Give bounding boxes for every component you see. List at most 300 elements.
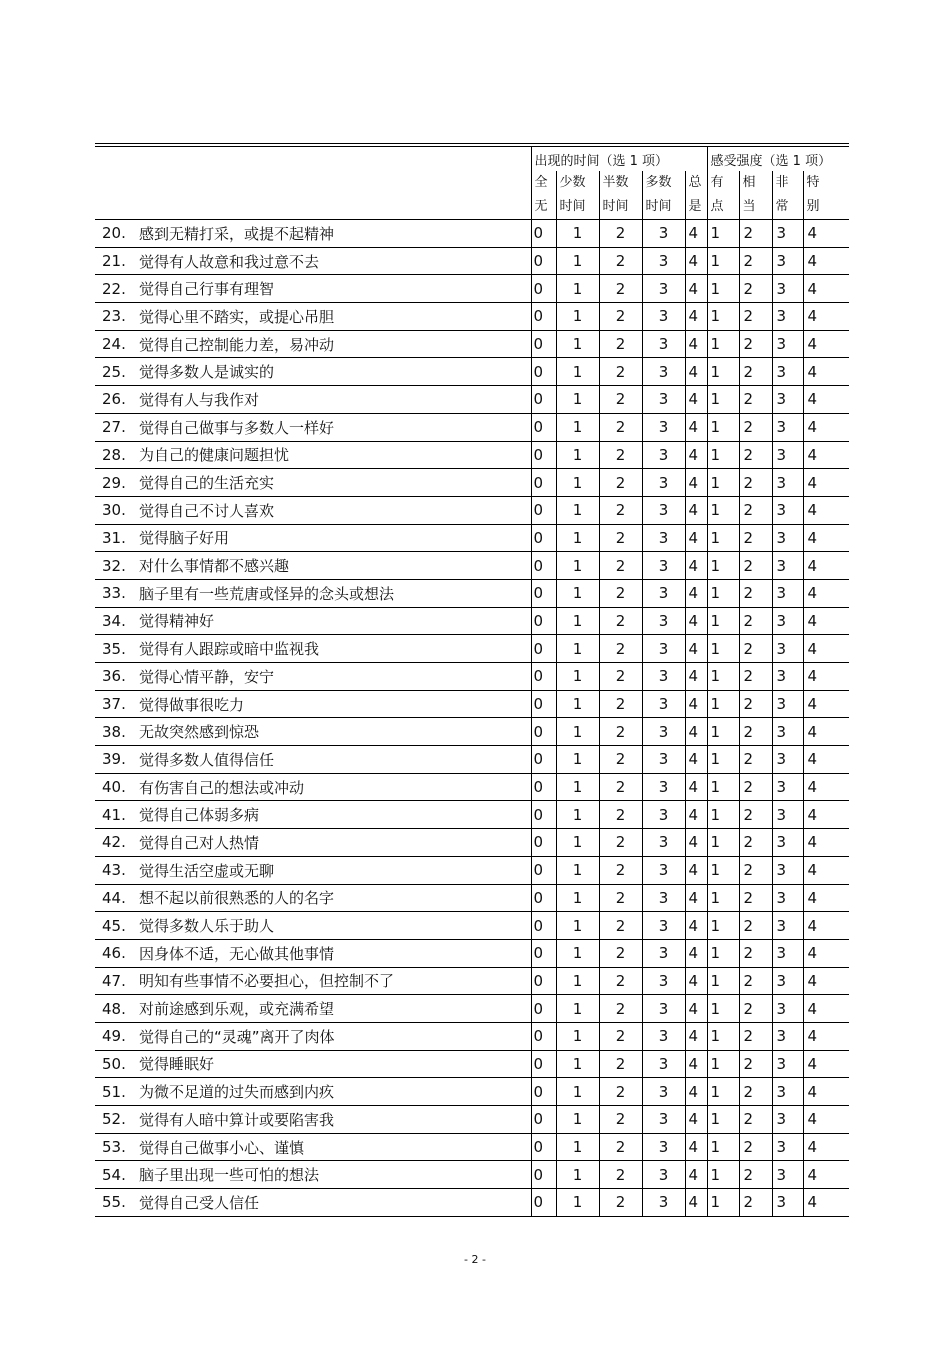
strength-score-option[interactable]: 4 (803, 718, 849, 746)
time-score-option[interactable]: 0 (531, 275, 556, 303)
strength-score-option[interactable]: 3 (772, 607, 803, 635)
strength-score-option[interactable]: 3 (772, 220, 803, 248)
time-score-option[interactable]: 1 (556, 220, 599, 248)
time-score-option[interactable]: 1 (556, 884, 599, 912)
strength-score-option[interactable]: 4 (803, 1106, 849, 1134)
strength-score-option[interactable]: 3 (772, 967, 803, 995)
time-score-option[interactable]: 1 (556, 579, 599, 607)
time-score-option[interactable]: 0 (531, 441, 556, 469)
time-score-option[interactable]: 1 (556, 718, 599, 746)
strength-score-option[interactable]: 1 (707, 1106, 739, 1134)
strength-score-option[interactable]: 3 (772, 884, 803, 912)
time-score-option[interactable]: 4 (685, 579, 707, 607)
time-score-option[interactable]: 3 (642, 912, 685, 940)
time-score-option[interactable]: 4 (685, 829, 707, 857)
time-score-option[interactable]: 0 (531, 1078, 556, 1106)
strength-score-option[interactable]: 1 (707, 1133, 739, 1161)
time-score-option[interactable]: 4 (685, 995, 707, 1023)
strength-score-option[interactable]: 4 (803, 552, 849, 580)
strength-score-option[interactable]: 1 (707, 220, 739, 248)
strength-score-option[interactable]: 1 (707, 330, 739, 358)
time-score-option[interactable]: 4 (685, 1161, 707, 1189)
time-score-option[interactable]: 2 (599, 303, 642, 331)
strength-score-option[interactable]: 3 (772, 1106, 803, 1134)
strength-score-option[interactable]: 4 (803, 469, 849, 497)
time-score-option[interactable]: 2 (599, 1050, 642, 1078)
time-score-option[interactable]: 4 (685, 469, 707, 497)
strength-score-option[interactable]: 2 (739, 386, 772, 414)
strength-score-option[interactable]: 4 (803, 330, 849, 358)
strength-score-option[interactable]: 2 (739, 1133, 772, 1161)
time-score-option[interactable]: 3 (642, 718, 685, 746)
time-score-option[interactable]: 4 (685, 939, 707, 967)
time-score-option[interactable]: 0 (531, 829, 556, 857)
time-score-option[interactable]: 3 (642, 441, 685, 469)
time-score-option[interactable]: 1 (556, 330, 599, 358)
time-score-option[interactable]: 4 (685, 663, 707, 691)
time-score-option[interactable]: 4 (685, 1050, 707, 1078)
strength-score-option[interactable]: 2 (739, 330, 772, 358)
time-score-option[interactable]: 3 (642, 358, 685, 386)
strength-score-option[interactable]: 2 (739, 247, 772, 275)
time-score-option[interactable]: 0 (531, 690, 556, 718)
strength-score-option[interactable]: 1 (707, 939, 739, 967)
strength-score-option[interactable]: 4 (803, 1078, 849, 1106)
strength-score-option[interactable]: 4 (803, 967, 849, 995)
time-score-option[interactable]: 2 (599, 552, 642, 580)
time-score-option[interactable]: 1 (556, 801, 599, 829)
time-score-option[interactable]: 3 (642, 220, 685, 248)
time-score-option[interactable]: 4 (685, 635, 707, 663)
strength-score-option[interactable]: 1 (707, 441, 739, 469)
strength-score-option[interactable]: 2 (739, 607, 772, 635)
strength-score-option[interactable]: 4 (803, 801, 849, 829)
strength-score-option[interactable]: 4 (803, 690, 849, 718)
strength-score-option[interactable]: 4 (803, 358, 849, 386)
strength-score-option[interactable]: 4 (803, 524, 849, 552)
strength-score-option[interactable]: 3 (772, 1161, 803, 1189)
time-score-option[interactable]: 3 (642, 635, 685, 663)
time-score-option[interactable]: 0 (531, 552, 556, 580)
time-score-option[interactable]: 4 (685, 773, 707, 801)
time-score-option[interactable]: 1 (556, 469, 599, 497)
time-score-option[interactable]: 1 (556, 1022, 599, 1050)
time-score-option[interactable]: 4 (685, 1189, 707, 1217)
strength-score-option[interactable]: 3 (772, 247, 803, 275)
time-score-option[interactable]: 3 (642, 1133, 685, 1161)
time-score-option[interactable]: 0 (531, 469, 556, 497)
strength-score-option[interactable]: 4 (803, 773, 849, 801)
strength-score-option[interactable]: 3 (772, 469, 803, 497)
time-score-option[interactable]: 3 (642, 939, 685, 967)
time-score-option[interactable]: 3 (642, 330, 685, 358)
time-score-option[interactable]: 2 (599, 967, 642, 995)
strength-score-option[interactable]: 4 (803, 1133, 849, 1161)
strength-score-option[interactable]: 3 (772, 829, 803, 857)
strength-score-option[interactable]: 3 (772, 995, 803, 1023)
time-score-option[interactable]: 2 (599, 413, 642, 441)
strength-score-option[interactable]: 3 (772, 358, 803, 386)
time-score-option[interactable]: 1 (556, 635, 599, 663)
strength-score-option[interactable]: 2 (739, 524, 772, 552)
strength-score-option[interactable]: 4 (803, 663, 849, 691)
strength-score-option[interactable]: 1 (707, 524, 739, 552)
time-score-option[interactable]: 3 (642, 496, 685, 524)
strength-score-option[interactable]: 4 (803, 386, 849, 414)
time-score-option[interactable]: 1 (556, 552, 599, 580)
strength-score-option[interactable]: 3 (772, 1050, 803, 1078)
strength-score-option[interactable]: 3 (772, 718, 803, 746)
time-score-option[interactable]: 1 (556, 1050, 599, 1078)
time-score-option[interactable]: 0 (531, 1022, 556, 1050)
time-score-option[interactable]: 1 (556, 303, 599, 331)
time-score-option[interactable]: 0 (531, 773, 556, 801)
strength-score-option[interactable]: 4 (803, 275, 849, 303)
strength-score-option[interactable]: 2 (739, 1050, 772, 1078)
time-score-option[interactable]: 1 (556, 773, 599, 801)
time-score-option[interactable]: 2 (599, 469, 642, 497)
time-score-option[interactable]: 2 (599, 1106, 642, 1134)
strength-score-option[interactable]: 2 (739, 579, 772, 607)
strength-score-option[interactable]: 1 (707, 995, 739, 1023)
strength-score-option[interactable]: 2 (739, 718, 772, 746)
strength-score-option[interactable]: 2 (739, 635, 772, 663)
time-score-option[interactable]: 1 (556, 247, 599, 275)
strength-score-option[interactable]: 1 (707, 663, 739, 691)
strength-score-option[interactable]: 1 (707, 829, 739, 857)
strength-score-option[interactable]: 1 (707, 358, 739, 386)
time-score-option[interactable]: 2 (599, 884, 642, 912)
strength-score-option[interactable]: 1 (707, 1078, 739, 1106)
time-score-option[interactable]: 2 (599, 746, 642, 774)
time-score-option[interactable]: 2 (599, 1078, 642, 1106)
strength-score-option[interactable]: 1 (707, 856, 739, 884)
time-score-option[interactable]: 2 (599, 358, 642, 386)
time-score-option[interactable]: 0 (531, 856, 556, 884)
strength-score-option[interactable]: 2 (739, 275, 772, 303)
time-score-option[interactable]: 1 (556, 912, 599, 940)
strength-score-option[interactable]: 2 (739, 829, 772, 857)
time-score-option[interactable]: 4 (685, 330, 707, 358)
time-score-option[interactable]: 1 (556, 607, 599, 635)
strength-score-option[interactable]: 1 (707, 884, 739, 912)
strength-score-option[interactable]: 2 (739, 1078, 772, 1106)
strength-score-option[interactable]: 3 (772, 441, 803, 469)
time-score-option[interactable]: 2 (599, 995, 642, 1023)
strength-score-option[interactable]: 1 (707, 967, 739, 995)
time-score-option[interactable]: 0 (531, 939, 556, 967)
strength-score-option[interactable]: 2 (739, 1161, 772, 1189)
time-score-option[interactable]: 3 (642, 829, 685, 857)
strength-score-option[interactable]: 3 (772, 386, 803, 414)
strength-score-option[interactable]: 1 (707, 607, 739, 635)
strength-score-option[interactable]: 3 (772, 1133, 803, 1161)
strength-score-option[interactable]: 4 (803, 579, 849, 607)
strength-score-option[interactable]: 1 (707, 386, 739, 414)
time-score-option[interactable]: 2 (599, 496, 642, 524)
time-score-option[interactable]: 1 (556, 358, 599, 386)
time-score-option[interactable]: 2 (599, 663, 642, 691)
strength-score-option[interactable]: 3 (772, 663, 803, 691)
strength-score-option[interactable]: 1 (707, 635, 739, 663)
time-score-option[interactable]: 1 (556, 663, 599, 691)
time-score-option[interactable]: 2 (599, 386, 642, 414)
time-score-option[interactable]: 0 (531, 1050, 556, 1078)
strength-score-option[interactable]: 2 (739, 746, 772, 774)
strength-score-option[interactable]: 2 (739, 773, 772, 801)
strength-score-option[interactable]: 3 (772, 690, 803, 718)
strength-score-option[interactable]: 1 (707, 690, 739, 718)
time-score-option[interactable]: 0 (531, 995, 556, 1023)
time-score-option[interactable]: 2 (599, 829, 642, 857)
time-score-option[interactable]: 2 (599, 1161, 642, 1189)
time-score-option[interactable]: 4 (685, 220, 707, 248)
time-score-option[interactable]: 3 (642, 579, 685, 607)
strength-score-option[interactable]: 2 (739, 912, 772, 940)
time-score-option[interactable]: 3 (642, 275, 685, 303)
time-score-option[interactable]: 0 (531, 413, 556, 441)
time-score-option[interactable]: 4 (685, 967, 707, 995)
time-score-option[interactable]: 4 (685, 247, 707, 275)
time-score-option[interactable]: 1 (556, 1133, 599, 1161)
time-score-option[interactable]: 0 (531, 1133, 556, 1161)
time-score-option[interactable]: 0 (531, 663, 556, 691)
time-score-option[interactable]: 2 (599, 275, 642, 303)
time-score-option[interactable]: 0 (531, 358, 556, 386)
time-score-option[interactable]: 2 (599, 607, 642, 635)
time-score-option[interactable]: 1 (556, 746, 599, 774)
strength-score-option[interactable]: 2 (739, 995, 772, 1023)
strength-score-option[interactable]: 4 (803, 884, 849, 912)
time-score-option[interactable]: 1 (556, 690, 599, 718)
strength-score-option[interactable]: 2 (739, 413, 772, 441)
strength-score-option[interactable]: 3 (772, 303, 803, 331)
time-score-option[interactable]: 0 (531, 912, 556, 940)
time-score-option[interactable]: 4 (685, 441, 707, 469)
time-score-option[interactable]: 1 (556, 829, 599, 857)
time-score-option[interactable]: 3 (642, 773, 685, 801)
time-score-option[interactable]: 4 (685, 496, 707, 524)
time-score-option[interactable]: 3 (642, 386, 685, 414)
strength-score-option[interactable]: 4 (803, 856, 849, 884)
time-score-option[interactable]: 1 (556, 524, 599, 552)
time-score-option[interactable]: 2 (599, 579, 642, 607)
strength-score-option[interactable]: 1 (707, 1022, 739, 1050)
strength-score-option[interactable]: 4 (803, 220, 849, 248)
time-score-option[interactable]: 2 (599, 1133, 642, 1161)
strength-score-option[interactable]: 1 (707, 773, 739, 801)
time-score-option[interactable]: 4 (685, 1022, 707, 1050)
time-score-option[interactable]: 3 (642, 995, 685, 1023)
strength-score-option[interactable]: 4 (803, 939, 849, 967)
time-score-option[interactable]: 3 (642, 1022, 685, 1050)
time-score-option[interactable]: 4 (685, 552, 707, 580)
strength-score-option[interactable]: 2 (739, 884, 772, 912)
time-score-option[interactable]: 3 (642, 413, 685, 441)
strength-score-option[interactable]: 1 (707, 801, 739, 829)
time-score-option[interactable]: 2 (599, 524, 642, 552)
time-score-option[interactable]: 4 (685, 690, 707, 718)
strength-score-option[interactable]: 4 (803, 1022, 849, 1050)
strength-score-option[interactable]: 4 (803, 829, 849, 857)
time-score-option[interactable]: 1 (556, 856, 599, 884)
strength-score-option[interactable]: 3 (772, 801, 803, 829)
strength-score-option[interactable]: 1 (707, 552, 739, 580)
strength-score-option[interactable]: 2 (739, 358, 772, 386)
time-score-option[interactable]: 3 (642, 607, 685, 635)
strength-score-option[interactable]: 2 (739, 801, 772, 829)
time-score-option[interactable]: 4 (685, 303, 707, 331)
time-score-option[interactable]: 0 (531, 967, 556, 995)
time-score-option[interactable]: 3 (642, 967, 685, 995)
strength-score-option[interactable]: 3 (772, 912, 803, 940)
time-score-option[interactable]: 0 (531, 801, 556, 829)
strength-score-option[interactable]: 1 (707, 1161, 739, 1189)
time-score-option[interactable]: 1 (556, 995, 599, 1023)
time-score-option[interactable]: 1 (556, 967, 599, 995)
time-score-option[interactable]: 3 (642, 1050, 685, 1078)
time-score-option[interactable]: 2 (599, 801, 642, 829)
time-score-option[interactable]: 0 (531, 303, 556, 331)
strength-score-option[interactable]: 1 (707, 303, 739, 331)
time-score-option[interactable]: 0 (531, 1189, 556, 1217)
strength-score-option[interactable]: 3 (772, 635, 803, 663)
strength-score-option[interactable]: 2 (739, 1189, 772, 1217)
strength-score-option[interactable]: 3 (772, 579, 803, 607)
strength-score-option[interactable]: 3 (772, 496, 803, 524)
time-score-option[interactable]: 3 (642, 247, 685, 275)
time-score-option[interactable]: 0 (531, 579, 556, 607)
time-score-option[interactable]: 3 (642, 801, 685, 829)
strength-score-option[interactable]: 3 (772, 413, 803, 441)
strength-score-option[interactable]: 3 (772, 275, 803, 303)
strength-score-option[interactable]: 4 (803, 995, 849, 1023)
strength-score-option[interactable]: 2 (739, 469, 772, 497)
time-score-option[interactable]: 0 (531, 1106, 556, 1134)
time-score-option[interactable]: 0 (531, 220, 556, 248)
time-score-option[interactable]: 3 (642, 469, 685, 497)
strength-score-option[interactable]: 4 (803, 303, 849, 331)
time-score-option[interactable]: 1 (556, 939, 599, 967)
strength-score-option[interactable]: 2 (739, 856, 772, 884)
strength-score-option[interactable]: 4 (803, 496, 849, 524)
time-score-option[interactable]: 1 (556, 1078, 599, 1106)
strength-score-option[interactable]: 1 (707, 746, 739, 774)
strength-score-option[interactable]: 1 (707, 275, 739, 303)
strength-score-option[interactable]: 4 (803, 607, 849, 635)
time-score-option[interactable]: 4 (685, 358, 707, 386)
time-score-option[interactable]: 4 (685, 386, 707, 414)
time-score-option[interactable]: 4 (685, 718, 707, 746)
strength-score-option[interactable]: 4 (803, 1189, 849, 1217)
time-score-option[interactable]: 0 (531, 746, 556, 774)
time-score-option[interactable]: 0 (531, 386, 556, 414)
time-score-option[interactable]: 4 (685, 524, 707, 552)
time-score-option[interactable]: 2 (599, 441, 642, 469)
strength-score-option[interactable]: 2 (739, 441, 772, 469)
time-score-option[interactable]: 4 (685, 413, 707, 441)
time-score-option[interactable]: 1 (556, 413, 599, 441)
strength-score-option[interactable]: 3 (772, 1022, 803, 1050)
time-score-option[interactable]: 2 (599, 939, 642, 967)
strength-score-option[interactable]: 4 (803, 247, 849, 275)
time-score-option[interactable]: 1 (556, 441, 599, 469)
strength-score-option[interactable]: 1 (707, 247, 739, 275)
strength-score-option[interactable]: 2 (739, 690, 772, 718)
strength-score-option[interactable]: 1 (707, 496, 739, 524)
strength-score-option[interactable]: 2 (739, 220, 772, 248)
time-score-option[interactable]: 3 (642, 1189, 685, 1217)
time-score-option[interactable]: 0 (531, 1161, 556, 1189)
time-score-option[interactable]: 3 (642, 663, 685, 691)
strength-score-option[interactable]: 4 (803, 413, 849, 441)
strength-score-option[interactable]: 3 (772, 552, 803, 580)
time-score-option[interactable]: 0 (531, 247, 556, 275)
time-score-option[interactable]: 2 (599, 635, 642, 663)
time-score-option[interactable]: 4 (685, 912, 707, 940)
time-score-option[interactable]: 4 (685, 275, 707, 303)
strength-score-option[interactable]: 2 (739, 967, 772, 995)
strength-score-option[interactable]: 1 (707, 469, 739, 497)
strength-score-option[interactable]: 3 (772, 773, 803, 801)
strength-score-option[interactable]: 3 (772, 856, 803, 884)
time-score-option[interactable]: 3 (642, 1078, 685, 1106)
strength-score-option[interactable]: 2 (739, 303, 772, 331)
strength-score-option[interactable]: 1 (707, 413, 739, 441)
time-score-option[interactable]: 4 (685, 1106, 707, 1134)
strength-score-option[interactable]: 2 (739, 1022, 772, 1050)
time-score-option[interactable]: 2 (599, 1022, 642, 1050)
strength-score-option[interactable]: 3 (772, 524, 803, 552)
strength-score-option[interactable]: 3 (772, 939, 803, 967)
time-score-option[interactable]: 3 (642, 690, 685, 718)
strength-score-option[interactable]: 4 (803, 912, 849, 940)
time-score-option[interactable]: 4 (685, 884, 707, 912)
time-score-option[interactable]: 1 (556, 1161, 599, 1189)
strength-score-option[interactable]: 2 (739, 496, 772, 524)
time-score-option[interactable]: 4 (685, 801, 707, 829)
strength-score-option[interactable]: 3 (772, 330, 803, 358)
strength-score-option[interactable]: 1 (707, 912, 739, 940)
strength-score-option[interactable]: 1 (707, 579, 739, 607)
time-score-option[interactable]: 3 (642, 884, 685, 912)
time-score-option[interactable]: 0 (531, 884, 556, 912)
strength-score-option[interactable]: 2 (739, 939, 772, 967)
time-score-option[interactable]: 3 (642, 552, 685, 580)
time-score-option[interactable]: 0 (531, 524, 556, 552)
time-score-option[interactable]: 1 (556, 496, 599, 524)
strength-score-option[interactable]: 3 (772, 1189, 803, 1217)
time-score-option[interactable]: 4 (685, 1133, 707, 1161)
strength-score-option[interactable]: 4 (803, 1161, 849, 1189)
strength-score-option[interactable]: 3 (772, 1078, 803, 1106)
strength-score-option[interactable]: 4 (803, 441, 849, 469)
strength-score-option[interactable]: 1 (707, 1050, 739, 1078)
strength-score-option[interactable]: 4 (803, 746, 849, 774)
time-score-option[interactable]: 3 (642, 524, 685, 552)
time-score-option[interactable]: 4 (685, 1078, 707, 1106)
time-score-option[interactable]: 3 (642, 746, 685, 774)
time-score-option[interactable]: 2 (599, 690, 642, 718)
strength-score-option[interactable]: 4 (803, 635, 849, 663)
strength-score-option[interactable]: 2 (739, 663, 772, 691)
strength-score-option[interactable]: 3 (772, 746, 803, 774)
time-score-option[interactable]: 1 (556, 1106, 599, 1134)
strength-score-option[interactable]: 2 (739, 552, 772, 580)
time-score-option[interactable]: 3 (642, 1106, 685, 1134)
strength-score-option[interactable]: 4 (803, 1050, 849, 1078)
time-score-option[interactable]: 0 (531, 496, 556, 524)
